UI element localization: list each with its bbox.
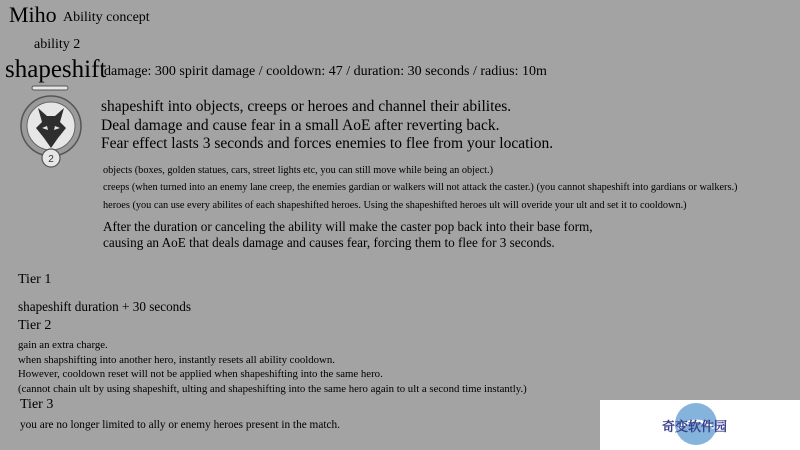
tier-2-line: (cannot chain ult by using shapeshift, ulting and shapeshifting into the same hero again to ult a second time instantly.) xyxy=(18,382,527,395)
tier-3-text: you are no longer limited to ally or enemy heroes present in the match. xyxy=(20,419,340,431)
tier-2-line: gain an extra charge. xyxy=(18,339,108,351)
tier-1-label: Tier 1 xyxy=(18,272,52,287)
ability-name: shapeshift xyxy=(5,56,107,83)
hero-name: Miho xyxy=(9,2,57,27)
tier-2-line: when shapshifting into another hero, instantly resets all ability cooldown. xyxy=(18,353,335,366)
ability-number-label: ability 2 xyxy=(34,37,81,52)
after-effect-line: After the duration or canceling the ability will make the caster pop back into their base form, xyxy=(103,219,593,234)
fox-mask-icon xyxy=(20,84,94,174)
tier-2-text xyxy=(18,338,527,396)
note-creeps xyxy=(103,182,737,193)
after-effect-line: causing an AoE that deals damage and causes fear, forcing them to flee for 3 seconds. xyxy=(103,235,555,250)
note-heroes: heroes (you can use every abilites of each shapeshifted heroes. Using the shapeshifted heroes ult will overide your ult and set it to cooldown.) xyxy=(103,200,687,211)
description-line: shapeshift into objects, creeps or heroes and channel their abilites. xyxy=(101,98,512,115)
tier-1-text: shapeshift duration + 30 seconds xyxy=(18,299,191,314)
ability-description xyxy=(101,98,553,154)
note-objects: objects (boxes, golden statues, cars, street lights etc, you can still move while being an object.) xyxy=(103,165,494,176)
ability-icon xyxy=(20,84,94,174)
ability-stats: damage: 300 spirit damage / cooldown: 47 / duration: 30 seconds / radius: 10m xyxy=(104,64,547,79)
page-subtitle: Ability concept xyxy=(63,10,150,25)
after-effect xyxy=(103,219,593,251)
description-line: Deal damage and cause fear in a small AoE after reverting back. xyxy=(101,116,500,134)
description-line: Fear effect lasts 3 seconds and forces enemies to flee from your location. xyxy=(101,135,554,152)
icon-badge-number: 2 xyxy=(48,154,54,165)
tier-2-line: However, cooldown reset will not be applied when shapeshifting into the same hero. xyxy=(18,368,383,380)
watermark xyxy=(600,400,800,450)
tier-2-label: Tier 2 xyxy=(18,318,52,333)
watermark-text: 奇变软件园 xyxy=(662,420,728,435)
note-creeps-text: creeps (when turned into an enemy lane creep, the enemies gardian or walkers will not attack the caster.) xyxy=(103,182,534,193)
note-creeps-extra: (you cannot shapeshift into gardians or walkers.) xyxy=(536,182,738,193)
tier-3-label: Tier 3 xyxy=(20,397,54,412)
